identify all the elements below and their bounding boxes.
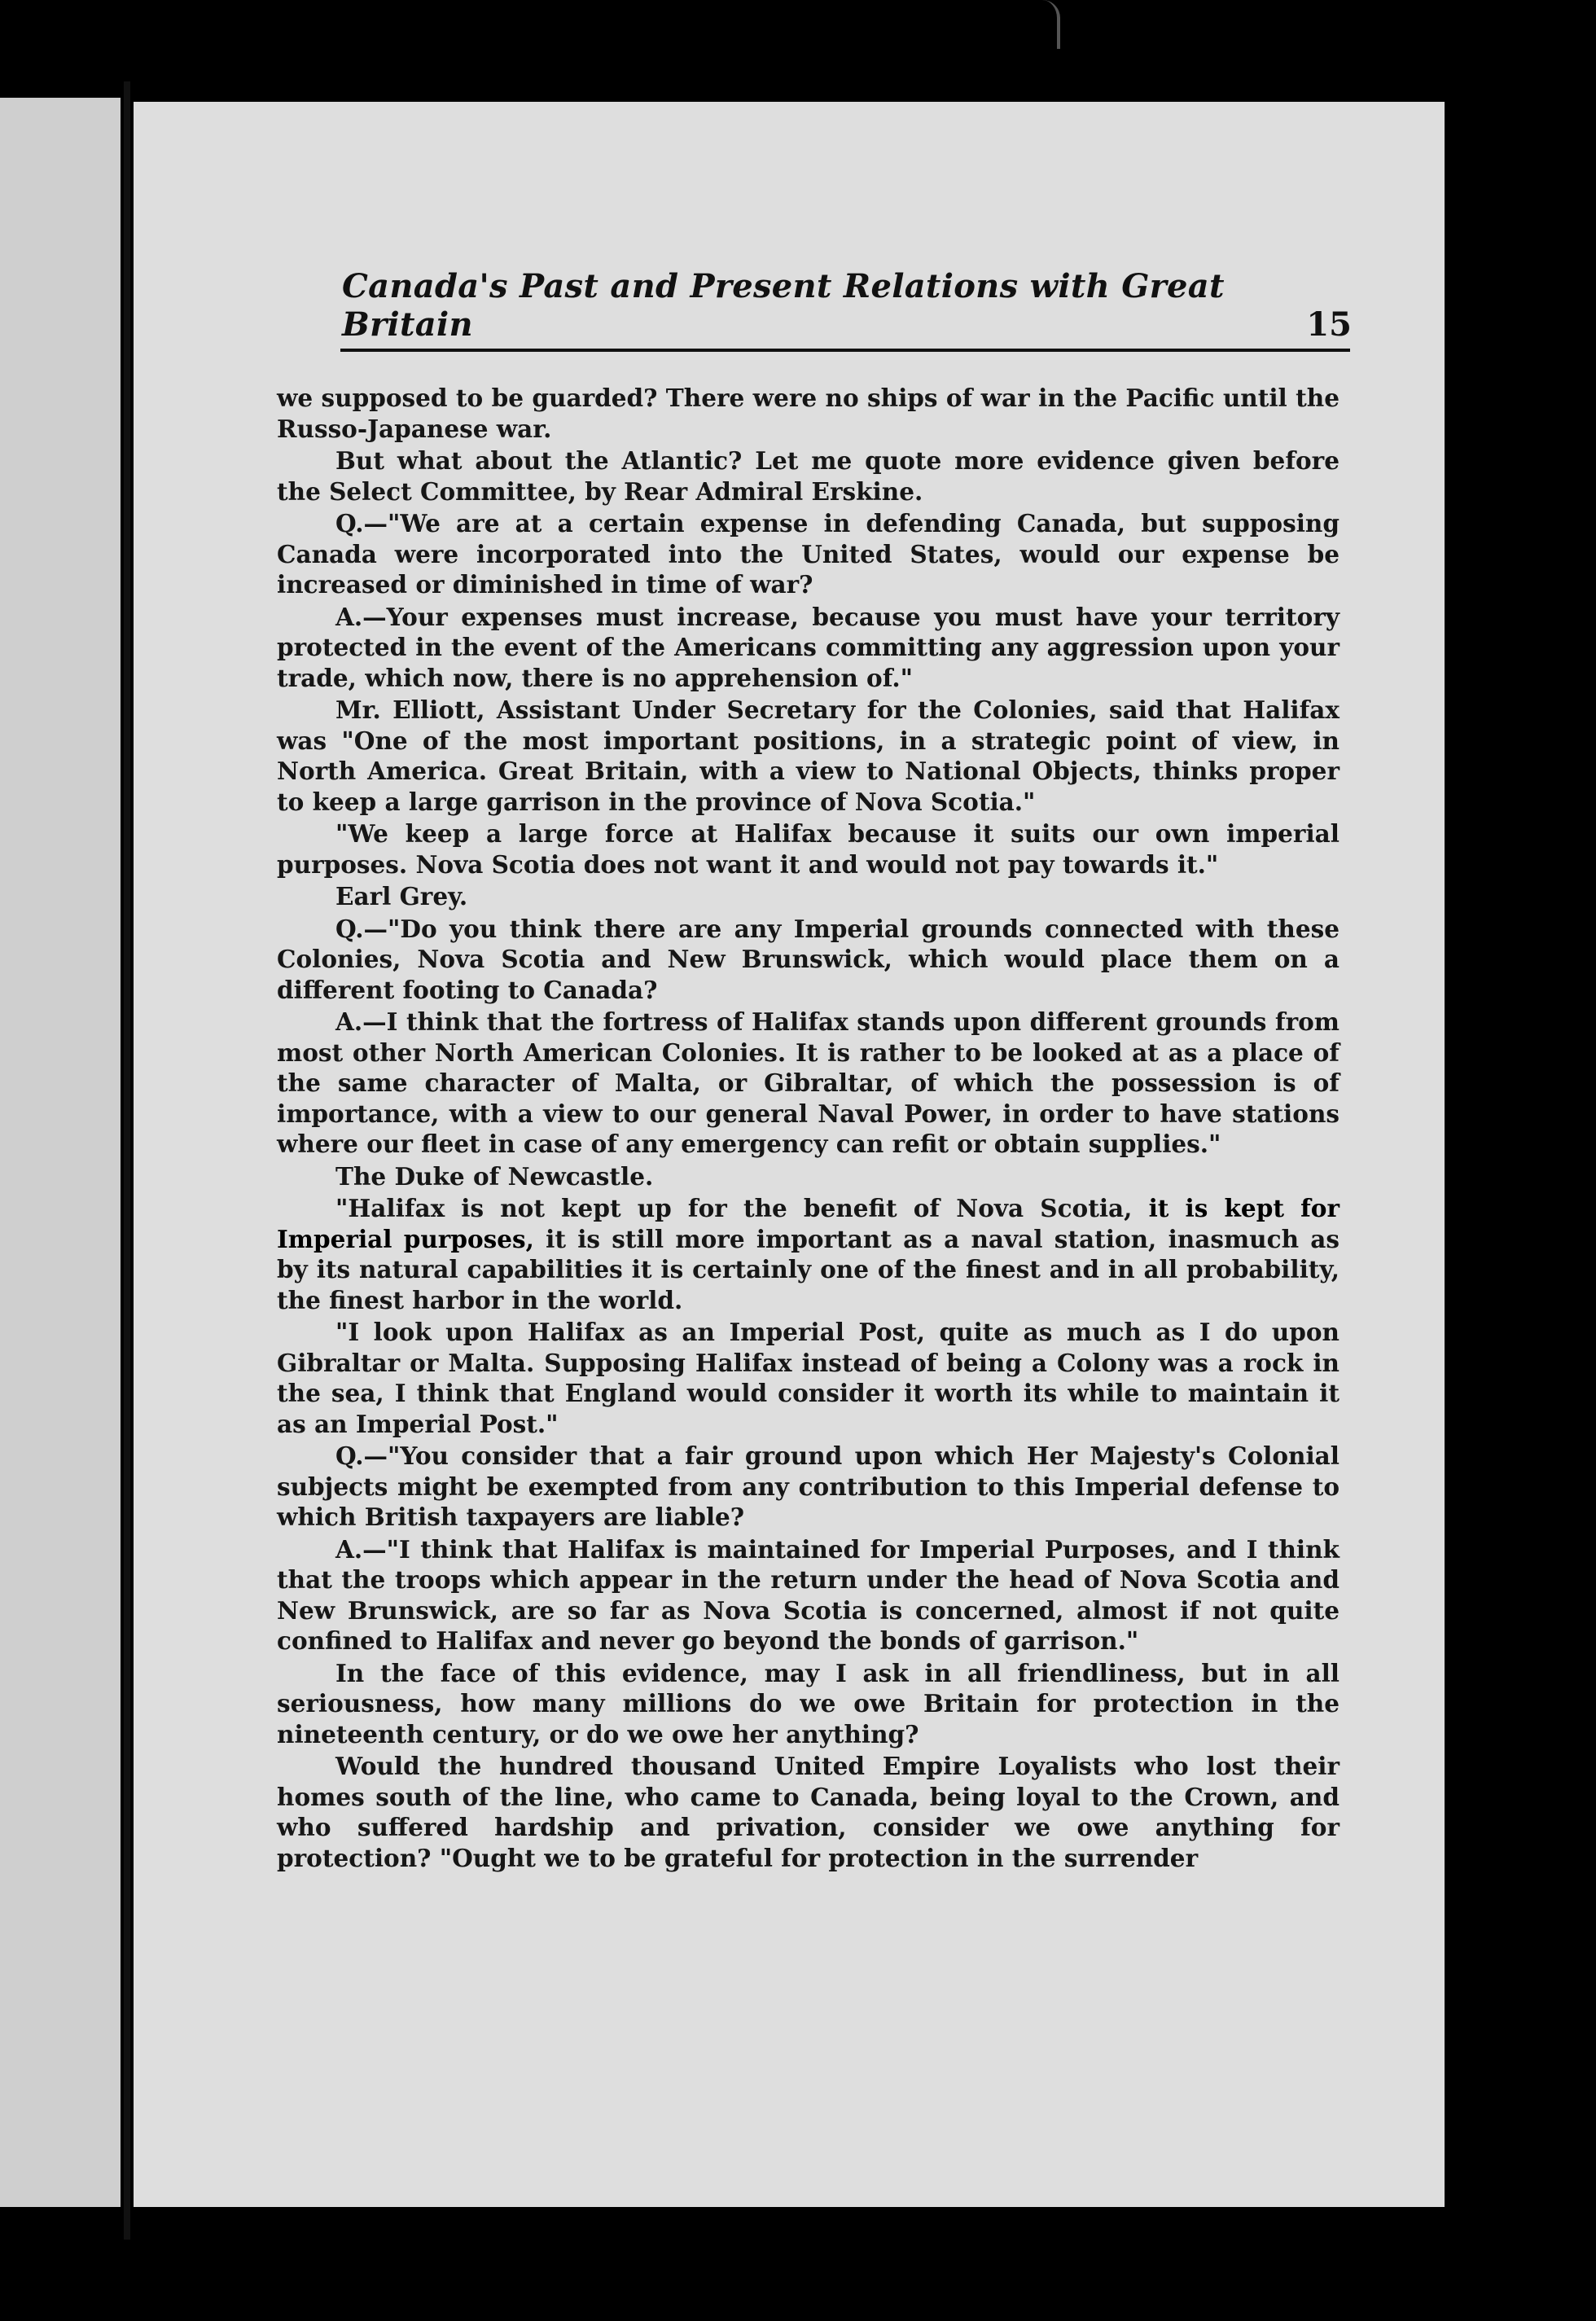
paragraph: A.—"I think that Halifax is maintained for Imperial Purposes, and I think that the troops which appear in the return under the head of Nova Scotia and New Brunswick, are so far as Nova Scotia is concerned, almost if not quite confined to Halifax and never go beyond the bonds of garrison." bbox=[277, 1534, 1340, 1655]
running-header bbox=[342, 267, 1352, 344]
paragraph: we supposed to be guarded? There were no ships of war in the Pacific until the Russo-Japanese war. bbox=[277, 384, 1340, 443]
paragraph: Q.—"Do you think there are any Imperial grounds connected with these Colonies, Nova Scotia and New Brunswick, which would place them on a different footing to Canada? bbox=[277, 914, 1340, 1004]
emphasized-text: it is kept for Imperial purposes, bbox=[277, 1194, 1340, 1253]
paragraph bbox=[277, 1193, 1340, 1315]
paragraph-text: it is still more important as a naval station, inasmuch as by its natural capabilities it is certainly one of the finest and in all probability, the finest harbor in the world. bbox=[277, 1224, 1340, 1314]
page-number: 15 bbox=[1306, 305, 1352, 344]
page-body bbox=[277, 383, 1340, 1875]
paragraph: A.—I think that the fortress of Halifax stands upon different grounds from most other North American Colonies. It is rather to be looked at as a place of the same character of Malta, or Gibraltar, of which the possession is of importance, with a view to our general Naval Power, in order to have stations where our fleet in case of any emergency can refit or obtain supplies." bbox=[277, 1007, 1340, 1158]
scan-artifact bbox=[1042, 0, 1060, 49]
paragraph: Q.—"You consider that a fair ground upon which Her Majesty's Colonial subjects might be exempted from any contribution to this Imperial defense to which British taxpayers are liable? bbox=[277, 1441, 1340, 1531]
paragraph: But what about the Atlantic? Let me quote more evidence given before the Select Committee, by Rear Admiral Erskine. bbox=[277, 446, 1340, 506]
paragraph: Mr. Elliott, Assistant Under Secretary for the Colonies, said that Halifax was "One of the most important positions, in a strategic point of view, in North America. Great Britain, with a view to National Objects, thinks proper to keep a large garrison in the province of Nova Scotia." bbox=[277, 695, 1340, 816]
paragraph: In the face of this evidence, may I ask in all friendliness, but in all seriousness, how many millions do we owe Britain for protection in the nineteenth century, or do we owe her anything? bbox=[277, 1658, 1340, 1748]
paragraph: "I look upon Halifax as an Imperial Post, quite as much as I do upon Gibraltar or Malta. Supposing Halifax instead of being a Colony was a rock in the sea, I think that England would consider it worth its while to maintain it as an Imperial Post." bbox=[277, 1318, 1340, 1438]
paragraph: Earl Grey. bbox=[335, 882, 468, 910]
binding-shadow bbox=[124, 81, 130, 2240]
running-title: Canada's Past and Present Relations with Great Britain bbox=[342, 267, 1225, 344]
paragraph: The Duke of Newcastle. bbox=[335, 1161, 654, 1191]
facing-page-edge bbox=[0, 98, 121, 2207]
header-rule bbox=[340, 349, 1350, 352]
paragraph-text: "Halifax is not kept up for the benefit of Nova Scotia, bbox=[335, 1194, 1149, 1222]
paragraph: Would the hundred thousand United Empire Loyalists who lost their homes south of the line, who came to Canada, being loyal to the Crown, and who suffered hardship and privation, consider we owe anything for protection? "Ought we to be grateful for protection in the surrender bbox=[277, 1752, 1340, 1872]
scan-border bbox=[1445, 90, 1596, 2240]
paragraph: "We keep a large force at Halifax because it suits our own imperial purposes. Nova Scotia does not want it and would not pay towards it." bbox=[277, 819, 1340, 879]
paragraph: Q.—"We are at a certain expense in defending Canada, but supposing Canada were incorporated into the United States, would our expense be increased or diminished in time of war? bbox=[277, 509, 1340, 599]
paragraph: A.—Your expenses must increase, because you must have your territory protected in the event of the Americans committing any aggression upon your trade, which now, there is no apprehension of." bbox=[277, 602, 1340, 692]
